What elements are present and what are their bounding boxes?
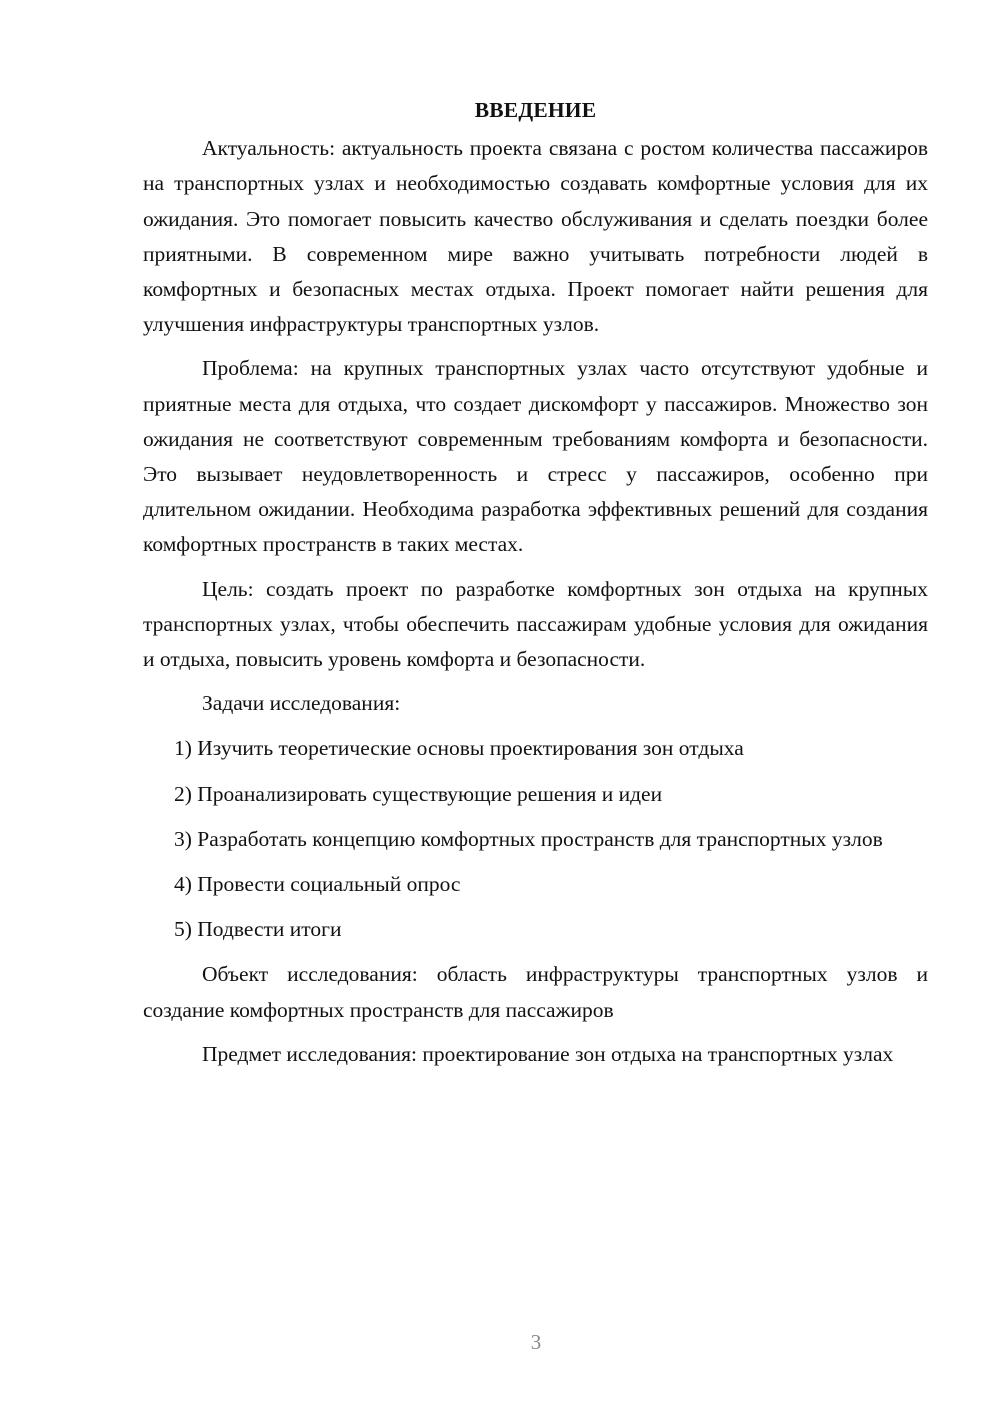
task-item-3: 3) Разработать концепцию комфортных пространств для транспортных узлов — [174, 826, 883, 851]
object-paragraph: Объект исследования: область инфраструктуры транспортных узлов и создание комфортных пространств для пассажиров — [143, 962, 928, 1022]
subject-paragraph: Предмет исследования: проектирование зон отдыха на транспортных узлах — [202, 1041, 894, 1066]
task-item-2: 2) Проанализировать существующие решения и идеи — [174, 781, 663, 806]
task-item-5: 5) Подвести итоги — [174, 917, 342, 942]
page-number: 3 — [530, 1330, 542, 1354]
section-heading: ВВЕДЕНИЕ — [474, 98, 597, 122]
tasks-intro: Задачи исследования: — [202, 691, 401, 716]
task-item-1: 1) Изучить теоретические основы проектирования зон отдыха — [174, 736, 744, 761]
task-item-4: 4) Провести социальный опрос — [174, 872, 461, 897]
page-content — [143, 93, 928, 1081]
relevance-paragraph: Актуальность: актуальность проекта связана с ростом количества пассажиров на транспортных узлах и необходимостью создавать комфортные условия для их ожидания. Это помогает повысить качество обслуживания и сделать поездки более приятными. В современном мире важно учитывать потребности людей в комфортных и безопасных местах отдыха. Проект помогает найти решения для улучшения инфраструктуры транспортных узлов. — [143, 136, 928, 337]
goal-paragraph: Цель: создать проект по разработке комфортных зон отдыха на крупных транспортных узлах, чтобы обеспечить пассажирам удобные условия для ожидания и отдыха, повысить уровень комфорта и безопасности. — [143, 576, 928, 672]
problem-paragraph: Проблема: на крупных транспортных узлах часто отсутствуют удобные и приятные места для отдыха, что создает дискомфорт у пассажиров. Множество зон ожидания не соответствуют современным требованиям комфорта и безопасности. Это вызывает неудовлетворенность и стресс у пассажиров, особенно при длительном ожидании. Необходима разработка эффективных решений для создания комфортных пространств в таких местах. — [143, 356, 928, 557]
